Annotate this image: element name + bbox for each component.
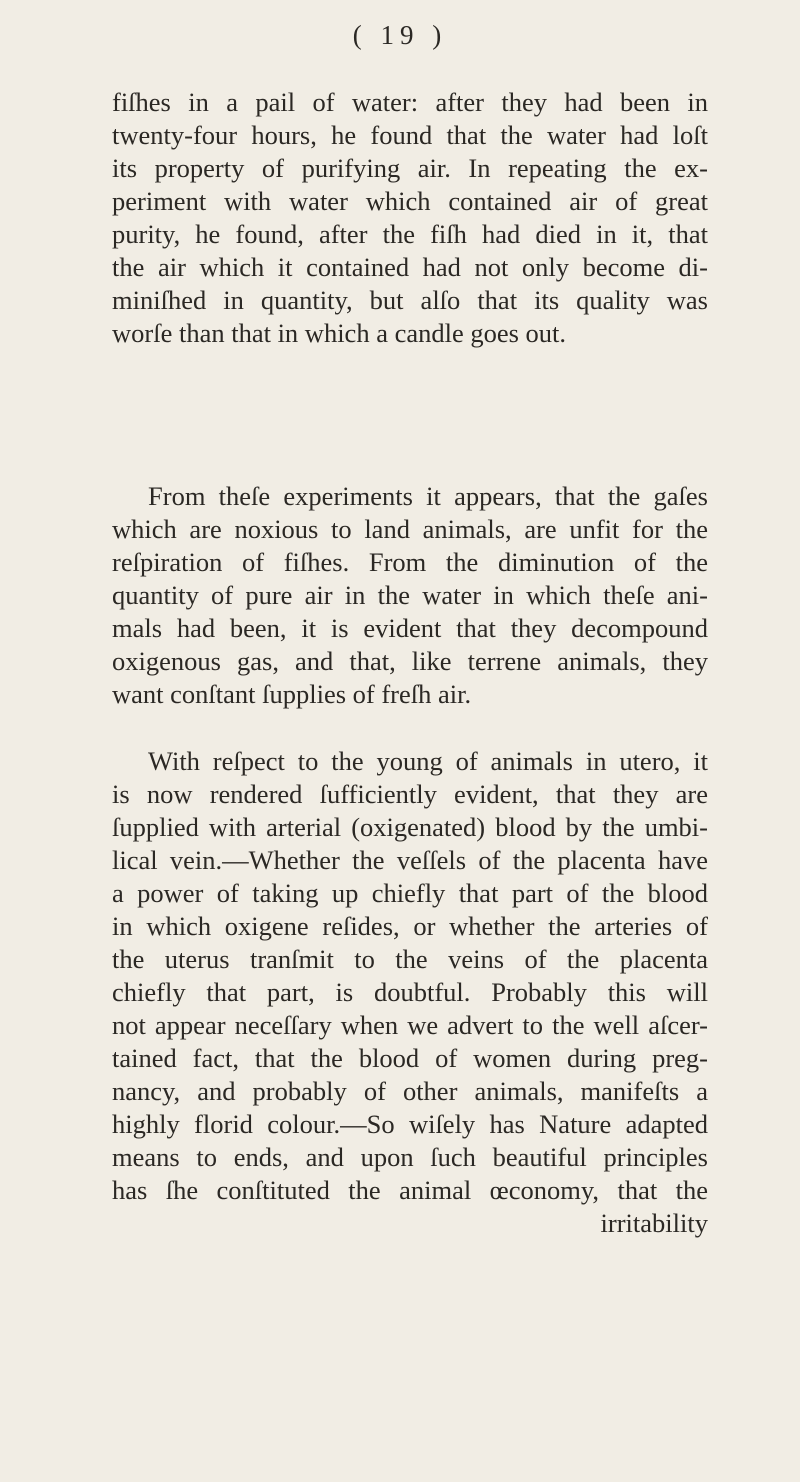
text-line: lical vein.—Whether the veſſels of the placenta have: [112, 845, 708, 875]
paragraph-3: [112, 745, 708, 1240]
text-line: the uterus tranſmit to the veins of the placenta: [112, 944, 708, 974]
text-line: chiefly that part, is doubtful. Probably this will: [112, 977, 708, 1007]
text-line: want conſtant ſupplies of freſh air.: [112, 679, 472, 709]
text-line: is now rendered ſufficiently evident, that they are: [112, 779, 708, 809]
text-line: which are noxious to land animals, are unfit for the: [112, 514, 708, 544]
text-line: oxigenous gas, and that, like terrene animals, they: [112, 646, 708, 676]
text-line: means to ends, and upon ſuch beautiful principles: [112, 1142, 708, 1172]
text-line: reſpiration of fiſhes. From the diminution of the: [112, 547, 708, 577]
text-line: in which oxigene reſides, or whether the arteries of: [112, 911, 708, 941]
text-line: ſupplied with arterial (oxigenated) blood by the umbi-: [112, 812, 708, 842]
text-line: the air which it contained had not only become di-: [112, 252, 708, 282]
text-line: periment with water which contained air of great: [112, 186, 708, 216]
text-line: From theſe experiments it appears, that the gaſes: [148, 481, 708, 511]
text-line: a power of taking up chiefly that part of the blood: [112, 878, 708, 908]
text-line: twenty-four hours, he found that the water had loſt: [112, 120, 708, 150]
text-line: highly florid colour.—So wiſely has Nature adapted: [112, 1109, 708, 1139]
text-line: mals had been, it is evident that they decompound: [112, 613, 708, 643]
text-line: not appear neceſſary when we advert to the well aſcer-: [112, 1010, 708, 1040]
text-line: nancy, and probably of other animals, manifeſts a: [112, 1076, 708, 1106]
text-line: fiſhes in a pail of water: after they had been in: [112, 87, 708, 117]
text-line: has ſhe conſtituted the animal œconomy, that the: [112, 1175, 708, 1205]
text-line: With reſpect to the young of animals in utero, it: [148, 746, 708, 776]
text-line: worſe than that in which a candle goes out.: [112, 318, 567, 348]
text-line: tained fact, that the blood of women during preg-: [112, 1043, 708, 1073]
page-number: ( 19 ): [352, 20, 448, 50]
paragraph-2: [112, 480, 708, 711]
paragraph-1: [112, 86, 708, 350]
text-line: its property of purifying air. In repeating the ex-: [112, 153, 708, 183]
text-line: quantity of pure air in the water in which theſe ani-: [112, 580, 708, 610]
catchword: irritability: [600, 1208, 708, 1238]
text-line: purity, he found, after the fiſh had died in it, that: [112, 219, 708, 249]
text-line: miniſhed in quantity, but alſo that its quality was: [112, 285, 708, 315]
